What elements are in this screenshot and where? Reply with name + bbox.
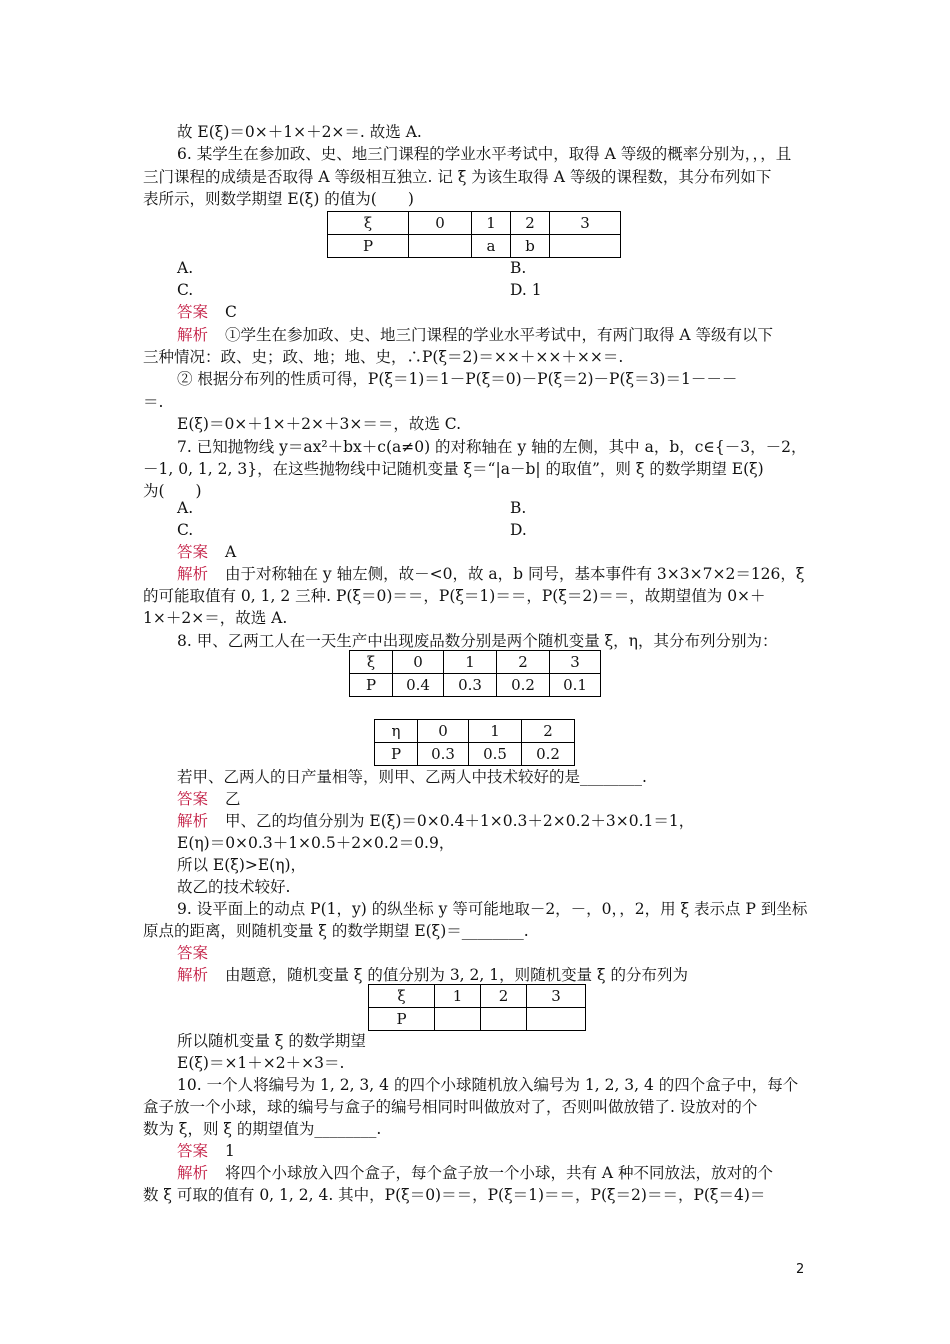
distribution-table-q9 xyxy=(368,984,586,1031)
table-cell: 0.2 xyxy=(522,743,575,766)
answer-label: 答案 xyxy=(177,303,209,321)
text-line: 所以随机变量 ξ 的数学期望 xyxy=(177,1032,366,1050)
table-cell xyxy=(550,235,621,258)
option-b: B. xyxy=(510,499,527,517)
table-cell: 2 xyxy=(497,651,550,674)
text-line: 6. 某学生在参加政、史、地三门课程的学业水平考试中，取得 A 等级的概率分别为，，，且 xyxy=(177,145,792,163)
table-cell: 2 xyxy=(522,720,575,743)
text-line: 三种情况：政、史；政、地；地、史，∴P(ξ＝2)＝××＋××＋××＝. xyxy=(143,348,624,366)
table-cell: 0.2 xyxy=(497,674,550,697)
table-cell: 3 xyxy=(550,212,621,235)
text-line: 故乙的技术较好. xyxy=(177,878,291,896)
option-b: B. xyxy=(510,259,527,277)
table-cell: P xyxy=(375,743,418,766)
text-line: 将四个小球放入四个盒子，每个盒子放一个小球，共有 A 种不同放法，放对的个 xyxy=(225,1164,774,1182)
text-line: 数为 ξ，则 ξ 的期望值为________. xyxy=(143,1120,382,1138)
table-cell: ξ xyxy=(328,212,409,235)
text-line: ①学生在参加政、史、地三门课程的学业水平考试中，有两门取得 A 等级有以下 xyxy=(225,326,774,344)
table-cell: 0 xyxy=(393,651,444,674)
text-line: 甲、乙的均值分别为 E(ξ)＝0×0.4＋1×0.3＋2×0.2＋3×0.1＝1， xyxy=(225,812,695,830)
table-cell: 0.3 xyxy=(444,674,497,697)
table-cell: 0 xyxy=(409,212,472,235)
analysis-label: 解析 xyxy=(177,565,209,583)
text-line: E(ξ)＝0×＋1×＋2×＋3×＝＝，故选 C. xyxy=(177,415,462,433)
text-line: 所以 E(ξ)>E(η)， xyxy=(177,856,307,874)
analysis-label: 解析 xyxy=(177,966,209,984)
text-line: E(η)＝0×0.3＋1×0.5＋2×0.2＝0.9， xyxy=(177,834,455,852)
text-line: 8. 甲、乙两工人在一天生产中出现废品数分别是两个随机变量 ξ，η，其分布列分别为： xyxy=(177,632,778,650)
answer-label: 答案 xyxy=(177,543,209,561)
table-cell xyxy=(527,1008,586,1031)
table-cell: 0.1 xyxy=(550,674,601,697)
option-a: A. xyxy=(177,499,194,517)
table-cell: a xyxy=(472,235,511,258)
distribution-table-q8-xi xyxy=(349,650,601,697)
text-line: 三门课程的成绩是否取得 A 等级相互独立. 记 ξ 为该生取得 A 等级的课程数，其分布列如下 xyxy=(143,168,772,186)
table-cell: 1 xyxy=(444,651,497,674)
analysis-label: 解析 xyxy=(177,1164,209,1182)
table-cell: ξ xyxy=(369,985,435,1008)
option-a: A. xyxy=(177,259,194,277)
text-line: 由题意，随机变量 ξ 的值分别为 3, 2, 1，则随机变量 ξ 的分布列为 xyxy=(225,966,689,984)
option-c: C. xyxy=(177,281,194,299)
text-line: 原点的距离，则随机变量 ξ 的数学期望 E(ξ)＝________. xyxy=(143,922,529,940)
table-cell: 2 xyxy=(481,985,527,1008)
table-cell: 3 xyxy=(527,985,586,1008)
option-c: C. xyxy=(177,521,194,539)
distribution-table-q8-eta xyxy=(374,719,575,766)
text-line: －1, 0, 1, 2, 3}，在这些抛物线中记随机变量 ξ＝“|a－b| 的取值”，则 ξ 的数学期望 E(ξ) xyxy=(143,460,764,478)
table-cell: P xyxy=(350,674,393,697)
text-line: 10. 一个人将编号为 1, 2, 3, 4 的四个小球随机放入编号为 1, 2, 3, 4 的四个盒子中，每个 xyxy=(177,1076,799,1094)
text-line: ＝. xyxy=(143,393,164,411)
text-line: 若甲、乙两人的日产量相等，则甲、乙两人中技术较好的是________. xyxy=(177,768,647,786)
table-cell xyxy=(409,235,472,258)
text-line: E(ξ)＝×1＋×2＋×3＝. xyxy=(177,1054,345,1072)
table-cell xyxy=(435,1008,481,1031)
text-line: 为( ) xyxy=(143,482,202,500)
text-line: 故 E(ξ)＝0×＋1×＋2×＝. 故选 A. xyxy=(177,123,422,141)
table-cell xyxy=(481,1008,527,1031)
text-line: ② 根据分布列的性质可得，P(ξ＝1)＝1－P(ξ＝0)－P(ξ＝2)－P(ξ＝3)＝1－－－ xyxy=(177,370,738,388)
text-line: 数 ξ 可取的值有 0, 1, 2, 4. 其中，P(ξ＝0)＝＝，P(ξ＝1)＝＝，P(ξ＝2)＝＝，P(ξ＝4)＝ xyxy=(143,1186,766,1204)
answer-label: 答案 xyxy=(177,1142,209,1160)
text-line: 的可能取值有 0, 1, 2 三种. P(ξ＝0)＝＝，P(ξ＝1)＝＝，P(ξ＝2)＝＝，故期望值为 0×＋ xyxy=(143,587,766,605)
option-d: D. xyxy=(510,521,527,539)
analysis-label: 解析 xyxy=(177,812,209,830)
answer-label: 答案 xyxy=(177,944,209,962)
text-line: 9. 设平面上的动点 P(1，y) 的纵坐标 y 等可能地取－2，－，0，，2，用 ξ 表示点 P 到坐标 xyxy=(177,900,808,918)
answer-label: 答案 xyxy=(177,790,209,808)
table-cell: 2 xyxy=(511,212,550,235)
table-cell: η xyxy=(375,720,418,743)
text-line: 7. 已知抛物线 y＝ax²＋bx＋c(a≠0) 的对称轴在 y 轴的左侧，其中 a，b，c∈{－3，－2， xyxy=(177,438,807,456)
text-line: 由于对称轴在 y 轴左侧，故－<0，故 a，b 同号，基本事件有 3×3×7×2＝126，ξ xyxy=(225,565,805,583)
answer-value: A xyxy=(225,543,237,561)
answer-value: 1 xyxy=(225,1142,235,1160)
answer-value: 乙 xyxy=(225,790,241,808)
table-cell: 1 xyxy=(472,212,511,235)
option-d: D. 1 xyxy=(510,281,542,299)
table-cell: 0.5 xyxy=(469,743,522,766)
table-cell: 0.3 xyxy=(418,743,469,766)
table-cell: 1 xyxy=(435,985,481,1008)
table-cell: b xyxy=(511,235,550,258)
table-cell: 0.4 xyxy=(393,674,444,697)
table-cell: 0 xyxy=(418,720,469,743)
text-line: 盒子放一个小球，球的编号与盒子的编号相同时叫做放对了，否则叫做放错了. 设放对的个 xyxy=(143,1098,758,1116)
analysis-label: 解析 xyxy=(177,326,209,344)
answer-value: C xyxy=(225,303,237,321)
table-cell: ξ xyxy=(350,651,393,674)
table-cell: 3 xyxy=(550,651,601,674)
text-line: 表所示，则数学期望 E(ξ) 的值为( ) xyxy=(143,190,414,208)
distribution-table-q6 xyxy=(327,211,621,258)
text-line: 1×＋2×＝，故选 A. xyxy=(143,609,288,627)
page-number: 2 xyxy=(796,1262,805,1277)
table-cell: 1 xyxy=(469,720,522,743)
table-cell: P xyxy=(328,235,409,258)
table-cell: P xyxy=(369,1008,435,1031)
